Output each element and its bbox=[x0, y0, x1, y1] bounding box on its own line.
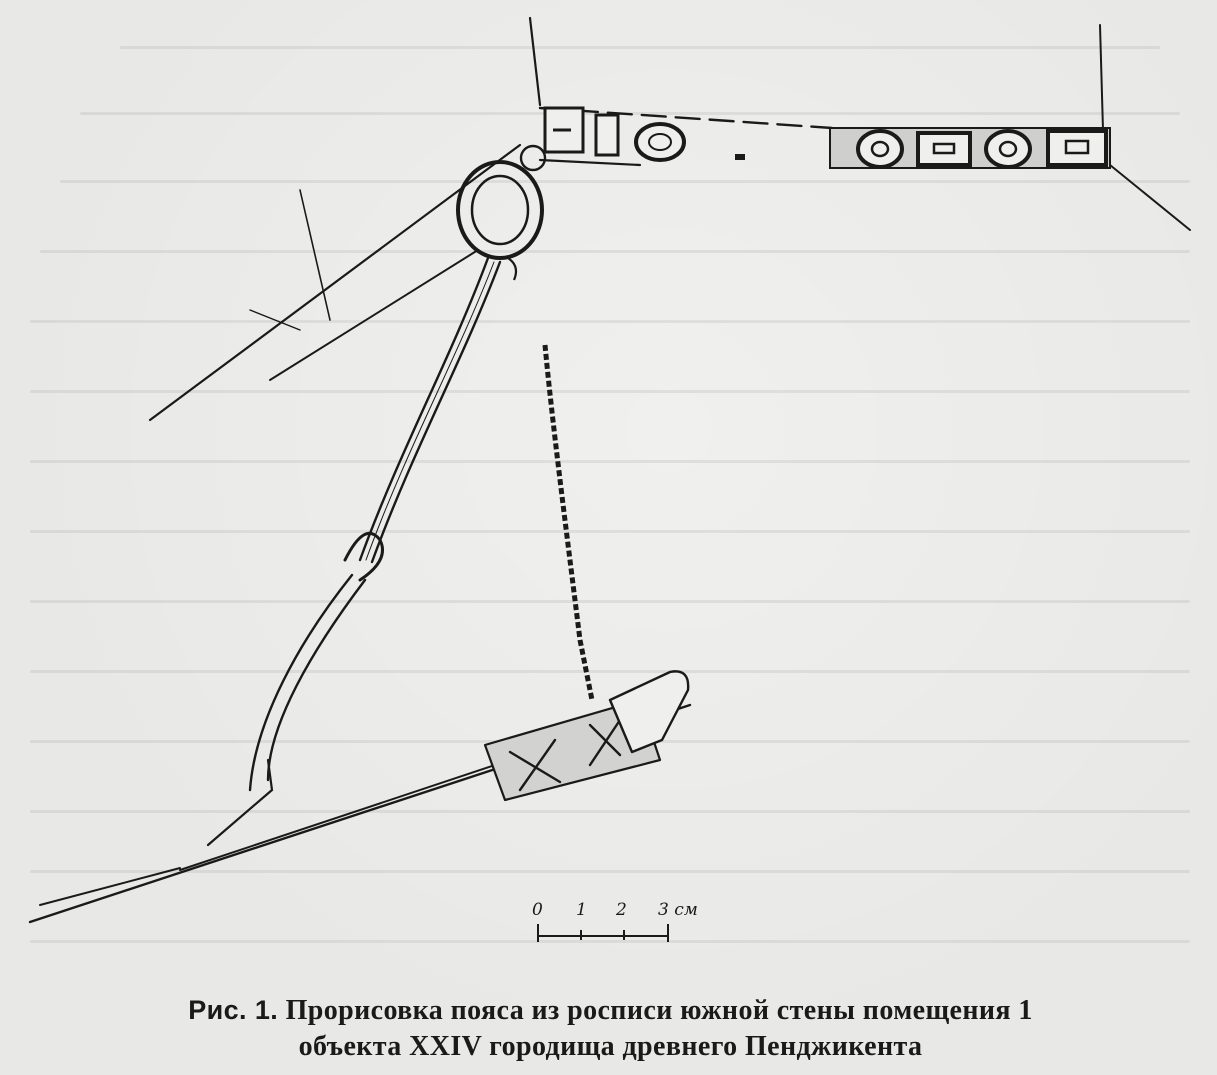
strap-buckle-loop bbox=[345, 533, 383, 580]
scale-labels bbox=[526, 900, 726, 924]
plaque-rect-2 bbox=[1048, 131, 1106, 165]
caption-line-2: объекта XXIV городища древнего Пенджикента bbox=[298, 1031, 923, 1062]
small-loop bbox=[521, 146, 545, 170]
strap-left-edge bbox=[360, 258, 488, 560]
belt-mark bbox=[735, 154, 745, 160]
twisted-cord bbox=[545, 345, 592, 700]
strap-center-line bbox=[366, 262, 494, 560]
scale-label-0: 0 bbox=[532, 900, 543, 920]
plaque-2 bbox=[596, 115, 618, 155]
plaque-round-1 bbox=[858, 131, 902, 167]
scabbard-upper-edge bbox=[180, 750, 540, 870]
figure-label: Рис. 1. bbox=[188, 995, 279, 1025]
right-contour-lower bbox=[1110, 165, 1190, 230]
scabbard bbox=[30, 671, 690, 922]
plaque-3-round bbox=[636, 124, 684, 160]
lower-strap-end bbox=[208, 760, 272, 845]
hanging-strap bbox=[208, 258, 500, 845]
scale-bar-ticks bbox=[538, 924, 668, 942]
strap-right-edge bbox=[372, 262, 500, 562]
figure-caption bbox=[18, 992, 1203, 1065]
scale-bar bbox=[538, 924, 668, 942]
large-ring-inner bbox=[472, 176, 528, 244]
ring-hook bbox=[508, 258, 516, 280]
scabbard-tip bbox=[40, 868, 180, 905]
caption-text-1: Прорисовка пояса из росписи южной стены помещения 1 bbox=[285, 995, 1033, 1026]
belt-ring bbox=[458, 146, 545, 280]
caption-line-1 bbox=[18, 992, 1203, 1029]
garment-fold-line bbox=[300, 190, 330, 320]
scale-label-2: 2 bbox=[616, 900, 627, 920]
scale-label-3: 3 см bbox=[658, 900, 698, 920]
right-contour-line bbox=[1100, 25, 1103, 130]
plaque-round-2 bbox=[986, 131, 1030, 167]
cord-line bbox=[545, 345, 592, 700]
belt-plaques bbox=[545, 108, 1110, 168]
garment-line-mid bbox=[270, 250, 478, 380]
plaque-rect-1 bbox=[918, 133, 970, 165]
body-contour-line bbox=[530, 18, 540, 105]
belt-lower-edge bbox=[540, 160, 640, 165]
scale-label-1: 1 bbox=[576, 900, 587, 920]
lower-strap-left bbox=[250, 575, 352, 790]
